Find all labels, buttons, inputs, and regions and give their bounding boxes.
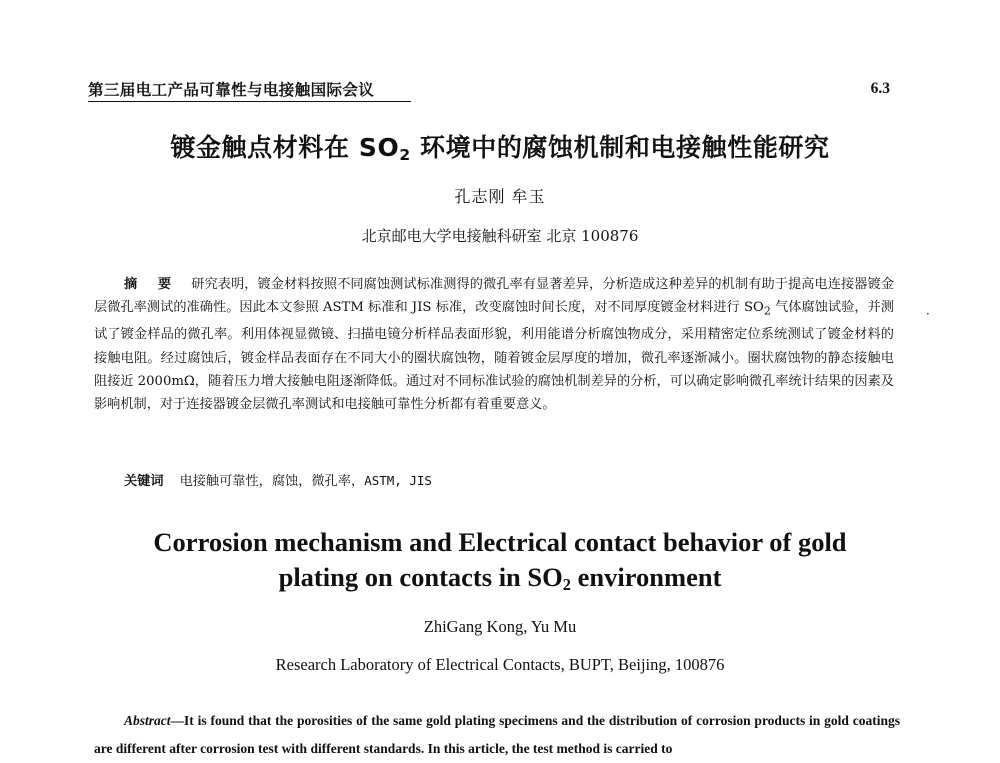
chinese-affiliation: 北京邮电大学电接触科研室 北京 100876 xyxy=(361,227,639,245)
chinese-keywords-cn: 电接触可靠性，腐蚀，微孔率， xyxy=(179,474,365,489)
english-title-line2-pre: plating on contacts in SO xyxy=(278,562,563,592)
chinese-authors: 孔志刚 牟玉 xyxy=(454,187,546,206)
english-title-line2 xyxy=(0,560,1000,602)
english-abstract-text: —It is found that the porosities of the same gold plating specimens and the distribution of corrosion products in gold coatings are different after corrosion test with different standards. In this article, the test method is carried to xyxy=(94,713,900,756)
conference-header: 第三届电工产品可靠性与电接触国际会议 xyxy=(88,81,375,99)
english-abstract xyxy=(94,707,900,763)
chinese-abstract-part2: 气体腐蚀试验，并测试了镀金样品的微孔率。利用体视显微镜、扫描电镜分析样品表面形貌，利用能谱分析腐蚀物成分，采用精密定位系统测试了镀金材料的接触电阻。经过腐蚀后，镀金样品表面存在不同大小的圈状腐蚀物，随着镀金层厚度的增加，微孔率逐渐减小。圈状腐蚀物的静态接触电阻接近 2000mΩ，随着压力增大接触电阻逐渐降低。通过对不同标准试验的腐蚀机制差异的分析，可以确定影响微孔率统计结果的因素及影响机制，对于连接器镀金层微孔率测试和电接触可靠性分析都有着重要意义。 xyxy=(94,300,894,413)
chinese-keywords-en: ASTM, JIS xyxy=(364,473,432,488)
chinese-title xyxy=(0,128,1000,164)
header-underline xyxy=(88,101,411,102)
english-title xyxy=(0,525,1000,602)
chinese-title-post: 环境中的腐蚀机制和电接触性能研究 xyxy=(410,133,830,162)
chinese-abstract-sub: 2 xyxy=(763,304,771,318)
chinese-title-sub: 2 xyxy=(399,145,411,164)
scan-artifact-dot: · xyxy=(926,307,930,321)
english-title-line1: Corrosion mechanism and Electrical contact behavior of gold xyxy=(153,527,847,557)
english-authors: ZhiGang Kong, Yu Mu xyxy=(423,617,577,636)
chinese-title-pre: 镀金触点材料在 SO xyxy=(170,133,400,162)
english-title-line2-post: environment xyxy=(571,562,722,592)
section-number: 6.3 xyxy=(870,80,890,97)
english-affiliation: Research Laboratory of Electrical Contacts, BUPT, Beijing, 100876 xyxy=(275,655,725,674)
english-title-line2-sub: 2 xyxy=(562,575,571,595)
english-abstract-label: Abstract xyxy=(124,713,171,728)
chinese-keywords xyxy=(124,470,432,489)
chinese-abstract xyxy=(94,273,894,416)
chinese-abstract-part1: 研究表明，镀金材料按照不同腐蚀测试标准测得的微孔率有显著差异，分析造成这种差异的机制有助于提高电连接器镀金层微孔率测试的准确性。因此本文参照 ASTM 标准和 JIS 标准，改变腐蚀时间长度，对不同厚度镀金材料进行 SO xyxy=(94,277,895,316)
chinese-keywords-label: 关键词 xyxy=(124,474,164,489)
chinese-abstract-label: 摘 要 xyxy=(124,277,180,292)
